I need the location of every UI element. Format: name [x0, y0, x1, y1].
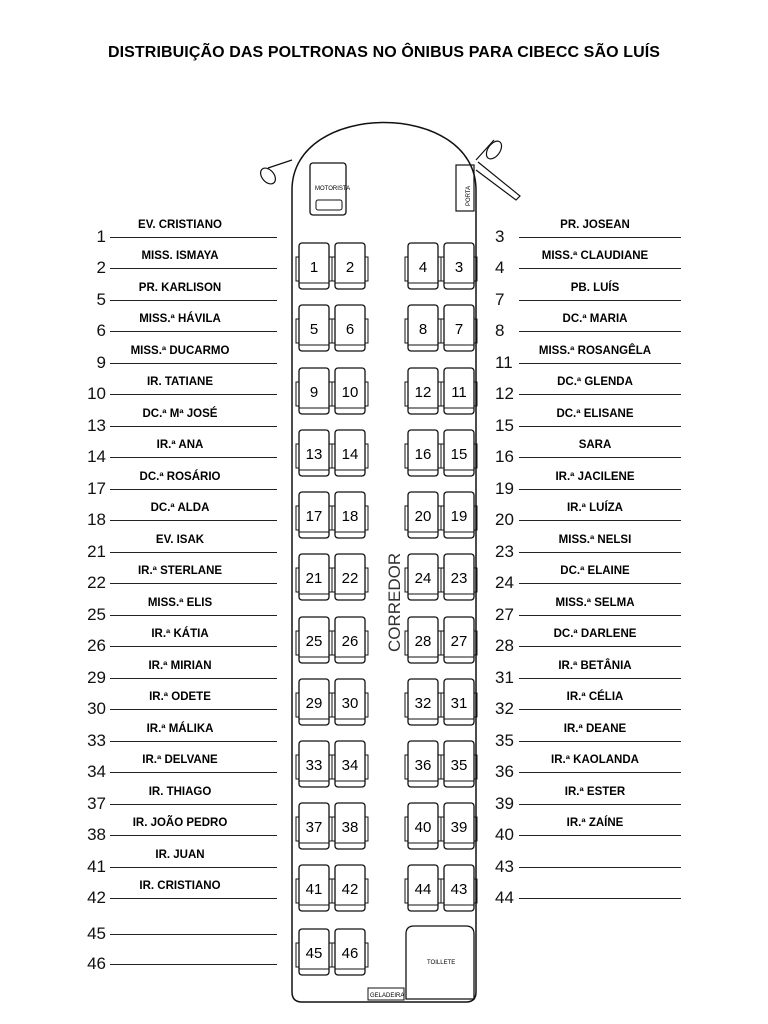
bus-seat-number: 12 — [414, 384, 432, 401]
bus-seat — [332, 803, 368, 849]
seat-number: 10 — [87, 384, 106, 403]
bus-seat-number: 38 — [341, 819, 359, 836]
bus-seat-number: 29 — [305, 695, 323, 712]
seat-number: 38 — [87, 825, 106, 844]
seat-number: 36 — [495, 762, 514, 781]
bus-seat — [441, 368, 477, 414]
bus-seat-number: 18 — [341, 508, 359, 525]
passenger-name: IR.ª KAOLANDA — [551, 754, 639, 766]
passenger-name: DC.ª GLENDA — [557, 376, 633, 388]
fridge-label: GELADEIRA — [370, 993, 405, 999]
bus-seat-number: 7 — [454, 321, 464, 338]
bus-seat — [405, 368, 441, 414]
passenger-name: SARA — [578, 439, 612, 451]
passenger-name: IR. THIAGO — [148, 786, 212, 798]
bus-seat-number: 15 — [450, 446, 468, 463]
bus-seat-number: 11 — [451, 384, 467, 401]
bus-seat-number: 14 — [341, 446, 359, 463]
seat-number: 43 — [495, 857, 514, 876]
seat-number: 27 — [495, 605, 514, 624]
passenger-name: MISS.ª CLAUDIANE — [541, 250, 649, 262]
passenger-name: IR. JUAN — [155, 849, 205, 861]
bus-seat — [332, 368, 368, 414]
passenger-name: IR.ª ESTER — [564, 786, 626, 798]
bus-seat — [296, 741, 332, 787]
seat-number: 30 — [87, 699, 106, 718]
seat-number: 32 — [495, 699, 514, 718]
bus-seat-number: 39 — [450, 819, 468, 836]
bus-seat — [332, 617, 368, 663]
bus-seat-number: 44 — [414, 881, 432, 898]
driver-label: MOTORISTA — [315, 186, 351, 192]
seat-number: 7 — [495, 290, 505, 309]
bus-seat-number: 23 — [450, 570, 468, 587]
bus-seat-number: 41 — [305, 881, 323, 898]
bus-seat — [441, 430, 477, 476]
seat-number: 29 — [87, 668, 106, 687]
bus-seat-number: 24 — [414, 570, 432, 587]
bus-seat — [405, 617, 441, 663]
bus-seat — [332, 305, 368, 351]
bus-seat — [405, 243, 441, 289]
seat-number: 9 — [96, 353, 106, 372]
passenger-name: IR.ª KÁTIA — [151, 628, 209, 640]
seat-number: 41 — [87, 857, 106, 876]
passenger-name: MISS.ª ROSANGÊLA — [538, 345, 652, 357]
seat-number: 1 — [96, 227, 106, 246]
seat-number: 16 — [495, 447, 514, 466]
seat-number: 31 — [495, 668, 514, 687]
seat-number: 24 — [495, 573, 514, 592]
passenger-name: MISS. ISMAYA — [141, 250, 219, 262]
passenger-name: PB. LUÍS — [570, 282, 620, 294]
bus-seat — [332, 741, 368, 787]
bus-seat-number: 20 — [414, 508, 432, 525]
passenger-name: PR. JOSEAN — [560, 219, 630, 231]
bus-seat — [405, 554, 441, 600]
bus-seat — [332, 430, 368, 476]
bus-seat-number: 4 — [418, 259, 428, 276]
right-mirror — [476, 138, 520, 200]
bus-outline — [292, 123, 476, 1003]
passenger-name: IR.ª LUÍZA — [566, 502, 623, 514]
bus-seat — [441, 803, 477, 849]
bus-seat — [296, 243, 332, 289]
passenger-name: DC.ª Mª JOSÉ — [142, 408, 218, 420]
bus-seat — [296, 430, 332, 476]
bus-seat-number: 40 — [414, 819, 432, 836]
bus-seat-number: 45 — [305, 945, 323, 962]
passenger-name: MISS.ª ELIS — [147, 597, 213, 609]
seat-number: 12 — [495, 384, 514, 403]
bus-seat-number: 19 — [450, 508, 468, 525]
passenger-name: IR.ª MÁLIKA — [146, 723, 214, 735]
bus-seat-number: 3 — [454, 259, 464, 276]
seat-number: 23 — [495, 542, 514, 561]
bus-seat — [296, 368, 332, 414]
bus-seat-number: 10 — [341, 384, 359, 401]
bus-seat-number: 46 — [341, 945, 359, 962]
bus-seat — [405, 430, 441, 476]
bus-seat — [441, 243, 477, 289]
seat-number: 14 — [87, 447, 106, 466]
bus-seat — [441, 554, 477, 600]
passenger-name: IR.ª ZAÍNE — [566, 817, 624, 829]
seat-number: 37 — [87, 794, 106, 813]
bus-seat — [296, 929, 332, 975]
bus-seat — [332, 492, 368, 538]
bus-seat — [296, 554, 332, 600]
seat-number: 45 — [87, 924, 106, 943]
fridge — [368, 988, 404, 1000]
passenger-name: IR.ª BETÂNIA — [558, 660, 632, 672]
bus-seat-number: 31 — [450, 695, 468, 712]
bus-seat — [405, 679, 441, 725]
bus-seat-number: 43 — [450, 881, 468, 898]
seat-number: 33 — [87, 731, 106, 750]
door-label: PORTA — [466, 185, 472, 206]
bus-seat — [296, 679, 332, 725]
bus-seat — [441, 741, 477, 787]
passenger-name: PR. KARLISON — [138, 282, 222, 294]
bus-seat-number: 8 — [418, 321, 428, 338]
bus-seat — [441, 865, 477, 911]
passenger-name: IR.ª CÉLIA — [566, 691, 624, 703]
bus-seat-number: 36 — [414, 757, 432, 774]
bus-seat-number: 25 — [305, 633, 323, 650]
bus-seat — [405, 492, 441, 538]
bus-seat — [405, 305, 441, 351]
bus-seat-number: 32 — [414, 695, 432, 712]
passenger-name: EV. ISAK — [155, 534, 205, 546]
bus-seat — [332, 865, 368, 911]
passenger-name: MISS.ª DUCARMO — [130, 345, 230, 357]
aisle-label: CORREDOR — [385, 552, 404, 652]
bus-seat-number: 6 — [345, 321, 355, 338]
passenger-name: DC.ª ELISANE — [556, 408, 634, 420]
passenger-name: IR.ª STERLANE — [137, 565, 223, 577]
seat-number: 17 — [87, 479, 106, 498]
bus-seat-number: 42 — [341, 881, 359, 898]
seat-number: 35 — [495, 731, 514, 750]
bus-seat — [405, 803, 441, 849]
seat-number: 34 — [87, 762, 106, 781]
seat-number: 19 — [495, 479, 514, 498]
passenger-name: IR. CRISTIANO — [139, 880, 221, 892]
passenger-name: MISS.ª HÁVILA — [139, 313, 221, 325]
seat-number: 11 — [495, 353, 513, 372]
seat-number: 15 — [495, 416, 514, 435]
passenger-name: IR.ª ODETE — [149, 691, 211, 703]
seat-number: 22 — [87, 573, 106, 592]
seat-number: 8 — [495, 321, 505, 340]
passenger-name: IR.ª MIRIAN — [148, 660, 212, 672]
bus-seat-number: 21 — [305, 570, 323, 587]
seat-number: 18 — [87, 510, 106, 529]
bus-seat — [296, 865, 332, 911]
passenger-name: IR. TATIANE — [146, 376, 213, 388]
seat-number: 46 — [87, 954, 106, 973]
bus-seat — [441, 679, 477, 725]
bus-seat — [296, 803, 332, 849]
seat-number: 2 — [96, 258, 106, 277]
bus-seat — [332, 929, 368, 975]
bus-seat-number: 5 — [309, 321, 319, 338]
bus-seat-number: 2 — [345, 259, 355, 276]
bus-seat-number: 27 — [450, 633, 468, 650]
seat-number: 6 — [96, 321, 106, 340]
bus-seat-number: 1 — [309, 259, 319, 276]
passenger-name: EV. CRISTIANO — [138, 219, 222, 231]
seat-number: 44 — [495, 888, 514, 907]
left-mirror — [258, 160, 292, 187]
bus-seat-number: 9 — [309, 384, 319, 401]
driver-seat — [310, 163, 350, 215]
bus-seat — [296, 617, 332, 663]
bus-seat — [296, 492, 332, 538]
bus-seat-number: 37 — [305, 819, 323, 836]
bus-seat-number: 28 — [414, 633, 432, 650]
bus-seat-number: 16 — [414, 446, 432, 463]
passenger-name: IR.ª JACILENE — [555, 471, 635, 483]
passenger-name: DC.ª ALDA — [150, 502, 210, 514]
bus-seat — [332, 554, 368, 600]
bus-seat-number: 22 — [341, 570, 359, 587]
seat-number: 5 — [96, 290, 106, 309]
bus-seat-number: 35 — [450, 757, 468, 774]
bus-seat — [332, 679, 368, 725]
seat-number: 21 — [87, 542, 106, 561]
passenger-name: DC.ª ROSÁRIO — [139, 471, 221, 483]
seat-number: 25 — [87, 605, 106, 624]
bus-seat-number: 30 — [341, 695, 359, 712]
seat-number: 42 — [87, 888, 106, 907]
seat-number: 28 — [495, 636, 514, 655]
passenger-name: MISS.ª NELSI — [558, 534, 632, 546]
passenger-name: IR.ª DELVANE — [142, 754, 218, 766]
seat-number: 39 — [495, 794, 514, 813]
seat-number: 13 — [87, 416, 106, 435]
passenger-name: DC.ª MARIA — [562, 313, 628, 325]
seat-number: 4 — [495, 258, 505, 277]
seat-number: 40 — [495, 825, 514, 844]
passenger-name: DC.ª ELAINE — [560, 565, 630, 577]
bus-seat-number: 13 — [305, 446, 323, 463]
bus-seat — [332, 243, 368, 289]
bus-seat — [441, 305, 477, 351]
bus-seat-number: 34 — [341, 757, 359, 774]
passenger-name: IR.ª ANA — [156, 439, 204, 451]
bus-seat-number: 33 — [305, 757, 323, 774]
bus-seat — [405, 741, 441, 787]
seat-number: 3 — [495, 227, 505, 246]
bus-seat — [441, 492, 477, 538]
seat-number: 20 — [495, 510, 514, 529]
passenger-name: IR.ª DEANE — [563, 723, 627, 735]
passenger-name: DC.ª DARLENE — [553, 628, 637, 640]
page-title: DISTRIBUIÇÃO DAS POLTRONAS NO ÔNIBUS PARA CIBECC SÃO LUÍS — [107, 44, 661, 61]
toilet-label: TOILLETE — [427, 960, 456, 966]
bus-seat-number: 26 — [341, 633, 359, 650]
toilet — [406, 926, 474, 999]
door — [456, 165, 474, 211]
bus-seat — [441, 617, 477, 663]
passenger-name: MISS.ª SELMA — [555, 597, 635, 609]
seat-number: 26 — [87, 636, 106, 655]
bus-seat — [405, 865, 441, 911]
passenger-name: IR. JOÃO PEDRO — [132, 817, 228, 829]
bus-seat — [296, 305, 332, 351]
bus-seat-number: 17 — [305, 508, 323, 525]
